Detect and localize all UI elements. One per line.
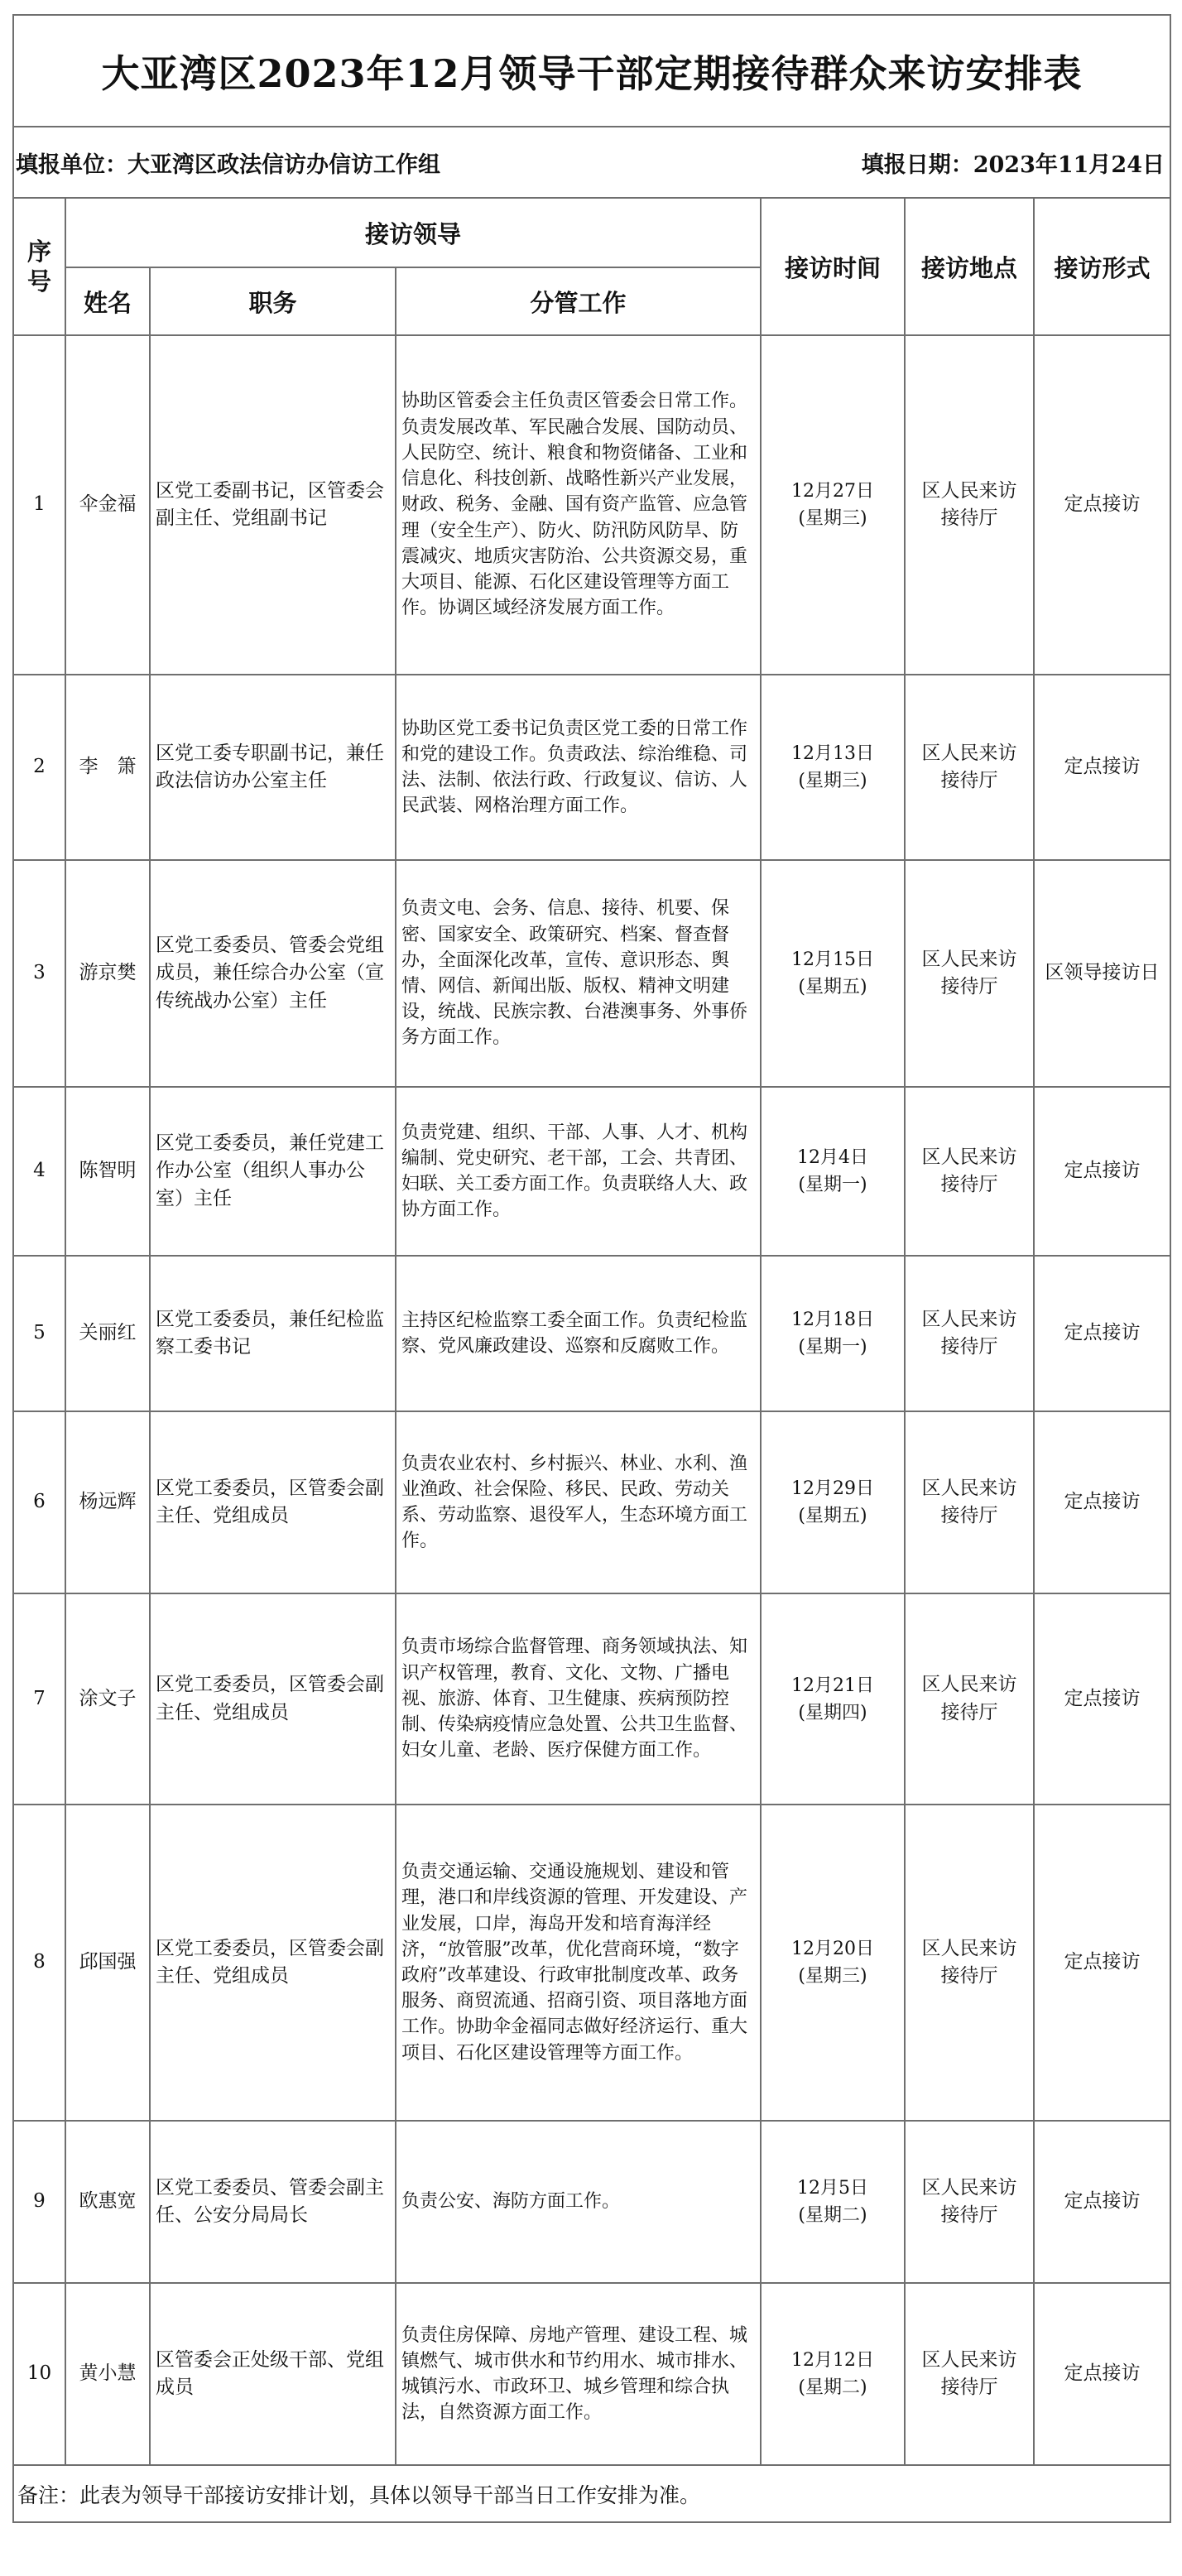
row-duty: 负责文电、会务、信息、接待、机要、保密、国家安全、政策研究、档案、督查督办，全面深化改革，宣传、意识形态、舆情、网信、新闻出版、版权、精神文明建设，统战、民族宗教、台港澳事务、外事侨务方面工作。	[396, 860, 761, 1087]
row-place: 区人民来访接待厅	[905, 860, 1034, 1087]
row-seq: 9	[13, 2121, 65, 2283]
row-place: 区人民来访接待厅	[905, 335, 1034, 675]
row-place: 区人民来访接待厅	[905, 1805, 1034, 2121]
row-time	[761, 2121, 905, 2283]
row-weekday: (星期二)	[798, 2205, 867, 2226]
row-seq: 3	[13, 860, 65, 1087]
row-seq: 4	[13, 1087, 65, 1256]
row-place: 区人民来访接待厅	[905, 675, 1034, 860]
row-weekday: (星期三)	[798, 508, 867, 529]
row-date: 12月12日	[791, 2350, 874, 2371]
rows-body	[13, 335, 1170, 2465]
row-seq: 5	[13, 1256, 65, 1411]
row-name: 陈智明	[65, 1087, 150, 1256]
row-place: 区人民来访接待厅	[905, 1411, 1034, 1593]
row-weekday: (星期五)	[798, 1506, 867, 1526]
header-duty: 分管工作	[396, 267, 761, 335]
row-place: 区人民来访接待厅	[905, 2121, 1034, 2283]
row-position: 区党工委委员、管委会党组成员，兼任综合办公室（宣传统战办公室）主任	[150, 860, 396, 1087]
row-position: 区党工委委员、管委会副主任、公安分局局长	[150, 2121, 396, 2283]
header-form: 接访形式	[1034, 198, 1170, 335]
row-name: 李 箫	[65, 675, 150, 860]
row-name: 欧惠宽	[65, 2121, 150, 2283]
reporting-date: 填报日期：2023年11月24日	[861, 151, 1165, 178]
row-form: 定点接访	[1034, 1087, 1170, 1256]
row-weekday: (星期二)	[798, 2377, 867, 2398]
row-duty: 负责交通运输、交通设施规划、建设和管理，港口和岸线资源的管理、开发建设、产业发展，口岸，海岛开发和培育海洋经济，“放管服”改革，优化营商环境，“数字政府”改革建设、行政审批制度改革、政务服务、商贸流通、招商引资、项目落地方面工作。协助伞金福同志做好经济运行、重大项目、石化区建设管理等方面工作。	[396, 1805, 761, 2121]
row-duty: 协助区党工委书记负责区党工委的日常工作和党的建设工作。负责政法、综治维稳、司法、法制、依法行政、行政复议、信访、人民武装、网格治理方面工作。	[396, 675, 761, 860]
row-date: 12月27日	[791, 481, 874, 502]
header-seq-text: 序号	[26, 237, 51, 296]
row-time	[761, 1411, 905, 1593]
row-date: 12月18日	[791, 1310, 874, 1330]
row-date: 12月15日	[791, 949, 874, 970]
table-row	[13, 1256, 1170, 1411]
row-time	[761, 1805, 905, 2121]
row-form: 定点接访	[1034, 1411, 1170, 1593]
row-time	[761, 335, 905, 675]
row-position: 区党工委专职副书记，兼任政法信访办公室主任	[150, 675, 396, 860]
header-position: 职务	[150, 267, 396, 335]
row-time	[761, 860, 905, 1087]
row-duty: 主持区纪检监察工委全面工作。负责纪检监察、党风廉政建设、巡察和反腐败工作。	[396, 1256, 761, 1411]
row-form: 定点接访	[1034, 335, 1170, 675]
header-name: 姓名	[65, 267, 150, 335]
row-position: 区党工委委员，区管委会副主任、党组成员	[150, 1411, 396, 1593]
row-position: 区党工委委员，区管委会副主任、党组成员	[150, 1805, 396, 2121]
row-form: 定点接访	[1034, 675, 1170, 860]
row-position: 区党工委委员，兼任党建工作办公室（组织人事办公室）主任	[150, 1087, 396, 1256]
meta-row	[13, 127, 1170, 198]
row-duty: 负责市场综合监督管理、商务领域执法、知识产权管理，教育、文化、文物、广播电视、旅游、体育、卫生健康、疾病预防控制、传染病疫情应急处置、公共卫生监督、妇女儿童、老龄、医疗保健方面工作。	[396, 1593, 761, 1805]
row-date: 12月13日	[791, 743, 874, 764]
row-form: 定点接访	[1034, 2283, 1170, 2465]
row-name: 伞金福	[65, 335, 150, 675]
row-position: 区党工委委员，兼任纪检监察工委书记	[150, 1256, 396, 1411]
row-position: 区党工委副书记，区管委会副主任、党组副书记	[150, 335, 396, 675]
row-weekday: (星期三)	[798, 1966, 867, 1987]
table-row	[13, 675, 1170, 860]
table-title: 大亚湾区2023年12月领导干部定期接待群众来访安排表	[13, 15, 1170, 127]
row-time	[761, 675, 905, 860]
row-position: 区管委会正处级干部、党组成员	[150, 2283, 396, 2465]
row-seq: 1	[13, 335, 65, 675]
row-form: 区领导接访日	[1034, 860, 1170, 1087]
row-date: 12月4日	[797, 1147, 868, 1168]
header-time: 接访时间	[761, 198, 905, 335]
table-row	[13, 2121, 1170, 2283]
row-time	[761, 1087, 905, 1256]
row-duty: 负责党建、组织、干部、人事、人才、机构编制、党史研究、老干部，工会、共青团、妇联、关工委方面工作。负责联络人大、政协方面工作。	[396, 1087, 761, 1256]
row-form: 定点接访	[1034, 2121, 1170, 2283]
row-duty: 负责农业农村、乡村振兴、林业、水利、渔业渔政、社会保险、移民、民政、劳动关系、劳动监察、退役军人，生态环境方面工作。	[396, 1411, 761, 1593]
row-date: 12月29日	[791, 1478, 874, 1499]
row-date: 12月5日	[797, 2178, 868, 2199]
row-time	[761, 2283, 905, 2465]
reporting-unit: 填报单位：大亚湾区政法信访办信访工作组	[16, 151, 440, 178]
row-weekday: (星期一)	[798, 1175, 867, 1195]
row-form: 定点接访	[1034, 1256, 1170, 1411]
row-form: 定点接访	[1034, 1593, 1170, 1805]
row-duty: 负责公安、海防方面工作。	[396, 2121, 761, 2283]
row-name: 杨远辉	[65, 1411, 150, 1593]
row-time	[761, 1256, 905, 1411]
table-row	[13, 2283, 1170, 2465]
row-seq: 6	[13, 1411, 65, 1593]
table-row	[13, 1087, 1170, 1256]
table-row	[13, 1805, 1170, 2121]
row-weekday: (星期四)	[798, 1702, 867, 1723]
row-place: 区人民来访接待厅	[905, 2283, 1034, 2465]
row-name: 涂文子	[65, 1593, 150, 1805]
table-row	[13, 335, 1170, 675]
footnote: 备注：此表为领导干部接访安排计划，具体以领导干部当日工作安排为准。	[13, 2465, 1170, 2522]
table-row	[13, 860, 1170, 1087]
header-place: 接访地点	[905, 198, 1034, 335]
row-seq: 7	[13, 1593, 65, 1805]
row-date: 12月21日	[791, 1675, 874, 1696]
row-place: 区人民来访接待厅	[905, 1593, 1034, 1805]
row-form: 定点接访	[1034, 1805, 1170, 2121]
row-time	[761, 1593, 905, 1805]
row-weekday: (星期五)	[798, 977, 867, 997]
row-position: 区党工委委员，区管委会副主任、党组成员	[150, 1593, 396, 1805]
row-duty: 协助区管委会主任负责区管委会日常工作。负责发展改革、军民融合发展、国防动员、人民防空、统计、粮食和物资储备、工业和信息化、科技创新、战略性新兴产业发展，财政、税务、金融、国有资产监管、应急管理（安全生产）、防火、防汛防风防旱、防震减灾、地质灾害防治、公共资源交易，重大项目、能源、石化区建设管理等方面工作。协调区域经济发展方面工作。	[396, 335, 761, 675]
row-weekday: (星期三)	[798, 771, 867, 791]
row-date: 12月20日	[791, 1939, 874, 1959]
row-name: 黄小慧	[65, 2283, 150, 2465]
table-row	[13, 1411, 1170, 1593]
row-name: 关丽红	[65, 1256, 150, 1411]
row-seq: 2	[13, 675, 65, 860]
row-seq: 8	[13, 1805, 65, 2121]
schedule-table	[12, 14, 1171, 2523]
header-leader-group: 接访领导	[65, 198, 761, 267]
header-seq	[13, 198, 65, 335]
row-seq: 10	[13, 2283, 65, 2465]
row-place: 区人民来访接待厅	[905, 1087, 1034, 1256]
row-duty: 负责住房保障、房地产管理、建设工程、城镇燃气、城市供水和节约用水、城市排水、城镇污水、市政环卫、城乡管理和综合执法，自然资源方面工作。	[396, 2283, 761, 2465]
row-weekday: (星期一)	[798, 1337, 867, 1358]
row-place: 区人民来访接待厅	[905, 1256, 1034, 1411]
row-name: 游京樊	[65, 860, 150, 1087]
table-row	[13, 1593, 1170, 1805]
row-name: 邱国强	[65, 1805, 150, 2121]
